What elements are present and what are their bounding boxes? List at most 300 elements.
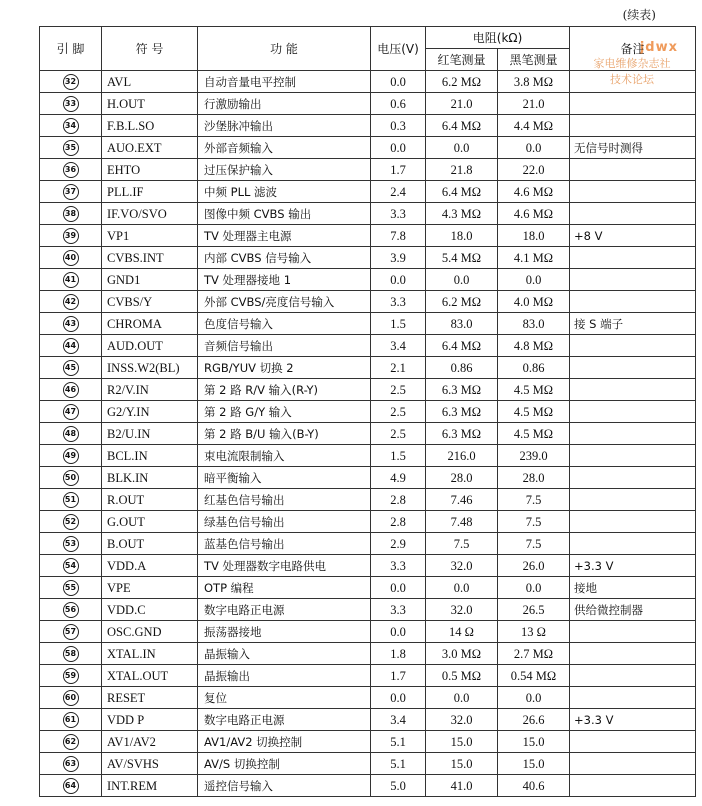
- symbol-cell-container: [102, 467, 198, 489]
- function-cell-container: [198, 643, 371, 665]
- symbol-cell-container: [102, 313, 198, 335]
- function-cell: AV/S 切换控制: [204, 756, 280, 771]
- voltage-cell-container: [371, 137, 426, 159]
- black-probe-cell-container: [498, 423, 570, 445]
- function-cell-container: [198, 775, 371, 797]
- red-probe-cell: 7.46: [450, 492, 473, 507]
- pin-number: 47: [63, 404, 79, 420]
- pin-number: 64: [63, 778, 79, 794]
- symbol-cell: GND1: [107, 272, 141, 287]
- function-cell: TV 处理器接地 1: [204, 272, 292, 287]
- black-probe-cell-container: [498, 643, 570, 665]
- pin-number: 36: [63, 162, 79, 178]
- red-probe-cell: 0.86: [450, 360, 473, 375]
- symbol-cell-container: [102, 775, 198, 797]
- red-probe-cell: 6.2 MΩ: [441, 74, 482, 89]
- function-cell: 图像中频 CVBS 输出: [204, 206, 312, 221]
- pin-number: 49: [63, 448, 79, 464]
- note-cell-container: [570, 731, 696, 753]
- voltage-cell: 7.8: [390, 228, 406, 243]
- function-cell-container: [198, 665, 371, 687]
- voltage-cell-container: [371, 115, 426, 137]
- table-row: [40, 357, 696, 379]
- pin-number-container: [40, 401, 102, 423]
- voltage-cell: 1.5: [390, 448, 406, 463]
- table-row: [40, 401, 696, 423]
- red-probe-cell: 7.5: [453, 536, 470, 551]
- black-probe-cell: 4.4 MΩ: [513, 118, 554, 133]
- voltage-cell-container: [371, 709, 426, 731]
- red-probe-cell: 6.3 MΩ: [441, 382, 482, 397]
- function-cell: 沙堡脉冲输出: [204, 118, 273, 133]
- function-cell: 中频 PLL 滤波: [204, 184, 278, 199]
- black-probe-cell: 22.0: [522, 162, 545, 177]
- table-row: [40, 709, 696, 731]
- function-cell-container: [198, 599, 371, 621]
- table-row: [40, 577, 696, 599]
- table-row: [40, 753, 696, 775]
- red-probe-cell: 3.0 MΩ: [441, 646, 482, 661]
- function-cell-container: [198, 357, 371, 379]
- function-cell-container: [198, 115, 371, 137]
- voltage-cell-container: [371, 511, 426, 533]
- black-probe-cell-container: [498, 401, 570, 423]
- symbol-cell-container: [102, 489, 198, 511]
- pin-number-container: [40, 225, 102, 247]
- note-cell-container: [570, 401, 696, 423]
- symbol-cell: INT.REM: [107, 778, 158, 793]
- voltage-cell-container: [371, 775, 426, 797]
- black-probe-cell-container: [498, 137, 570, 159]
- symbol-cell: VP1: [107, 228, 130, 243]
- black-probe-cell: 40.6: [522, 778, 545, 793]
- red-probe-cell-container: [426, 665, 498, 687]
- voltage-cell: 0.0: [390, 272, 406, 287]
- red-probe-cell: 18.0: [450, 228, 473, 243]
- pin-number-container: [40, 599, 102, 621]
- black-probe-cell: 4.5 MΩ: [513, 426, 554, 441]
- symbol-cell-container: [102, 291, 198, 313]
- symbol-cell-container: [102, 181, 198, 203]
- function-cell: 第 2 路 R/V 输入(R-Y): [204, 382, 318, 397]
- red-probe-cell: 0.0: [453, 272, 470, 287]
- symbol-cell: OSC.GND: [107, 624, 162, 639]
- black-probe-cell: 4.6 MΩ: [513, 184, 554, 199]
- voltage-cell-container: [371, 93, 426, 115]
- red-probe-cell: 41.0: [450, 778, 473, 793]
- pin-number: 37: [63, 184, 79, 200]
- symbol-cell-container: [102, 379, 198, 401]
- function-cell-container: [198, 533, 371, 555]
- black-probe-cell: 83.0: [522, 316, 545, 331]
- note-cell: +8 V: [574, 228, 603, 243]
- note-cell-container: [570, 335, 696, 357]
- note-cell-container: [570, 599, 696, 621]
- red-probe-cell-container: [426, 203, 498, 225]
- continued-label: (续表): [622, 8, 656, 22]
- function-cell-container: [198, 379, 371, 401]
- function-cell: OTP 编程: [204, 580, 254, 595]
- symbol-cell-container: [102, 599, 198, 621]
- function-cell-container: [198, 753, 371, 775]
- table-row: [40, 731, 696, 753]
- pin-number-container: [40, 731, 102, 753]
- function-cell: TV 处理器数字电路供电: [204, 558, 327, 573]
- black-probe-cell: 13 Ω: [521, 624, 546, 639]
- function-cell: TV 处理器主电源: [204, 228, 292, 243]
- function-cell-container: [198, 445, 371, 467]
- header-black-probe: 黑笔测量: [498, 49, 570, 71]
- voltage-cell-container: [371, 291, 426, 313]
- red-probe-cell-container: [426, 401, 498, 423]
- voltage-cell: 2.8: [390, 514, 406, 529]
- symbol-cell-container: [102, 643, 198, 665]
- note-cell-container: [570, 181, 696, 203]
- voltage-cell-container: [371, 467, 426, 489]
- red-probe-cell-container: [426, 489, 498, 511]
- voltage-cell-container: [371, 687, 426, 709]
- pin-number: 58: [63, 646, 79, 662]
- note-cell-container: [570, 357, 696, 379]
- header-resistance: 电阻(kΩ): [426, 27, 570, 49]
- voltage-cell-container: [371, 533, 426, 555]
- symbol-cell: G2/Y.IN: [107, 404, 150, 419]
- voltage-cell: 0.0: [390, 624, 406, 639]
- voltage-cell: 5.0: [390, 778, 406, 793]
- voltage-cell-container: [371, 555, 426, 577]
- black-probe-cell: 2.7 MΩ: [513, 646, 554, 661]
- header-function: 功 能: [198, 27, 371, 71]
- function-cell-container: [198, 335, 371, 357]
- pin-number-container: [40, 181, 102, 203]
- function-cell-container: [198, 159, 371, 181]
- function-cell-container: [198, 577, 371, 599]
- function-cell: 音频信号输出: [204, 338, 273, 353]
- symbol-cell: VDD.C: [107, 602, 146, 617]
- black-probe-cell-container: [498, 665, 570, 687]
- function-cell-container: [198, 687, 371, 709]
- symbol-cell-container: [102, 269, 198, 291]
- black-probe-cell-container: [498, 379, 570, 401]
- voltage-cell: 2.8: [390, 492, 406, 507]
- function-cell-container: [198, 93, 371, 115]
- symbol-cell: PLL.IF: [107, 184, 144, 199]
- function-cell-container: [198, 291, 371, 313]
- note-cell-container: [570, 423, 696, 445]
- black-probe-cell-container: [498, 357, 570, 379]
- black-probe-cell: 26.6: [522, 712, 545, 727]
- symbol-cell-container: [102, 225, 198, 247]
- function-cell-container: [198, 401, 371, 423]
- pin-number: 55: [63, 580, 79, 596]
- red-probe-cell-container: [426, 709, 498, 731]
- black-probe-cell: 4.1 MΩ: [513, 250, 554, 265]
- table-row: [40, 775, 696, 797]
- note-cell: +3.3 V: [574, 712, 614, 727]
- red-probe-cell: 6.2 MΩ: [441, 294, 482, 309]
- black-probe-cell: 7.5: [525, 514, 542, 529]
- function-cell: 过压保护输入: [204, 162, 273, 177]
- function-cell: 振荡器接地: [204, 624, 262, 639]
- symbol-cell: AV1/AV2: [107, 734, 156, 749]
- pin-number-container: [40, 379, 102, 401]
- function-cell: 数字电路正电源: [204, 602, 285, 617]
- red-probe-cell: 15.0: [450, 756, 473, 771]
- pin-number: 60: [63, 690, 79, 706]
- note-cell-container: [570, 709, 696, 731]
- symbol-cell: AVL: [107, 74, 132, 89]
- pin-number: 43: [63, 316, 79, 332]
- red-probe-cell-container: [426, 335, 498, 357]
- voltage-cell: 3.3: [390, 558, 406, 573]
- black-probe-cell-container: [498, 709, 570, 731]
- red-probe-cell-container: [426, 687, 498, 709]
- pin-number: 41: [63, 272, 79, 288]
- voltage-cell: 3.4: [390, 712, 406, 727]
- voltage-cell-container: [371, 489, 426, 511]
- symbol-cell: H.OUT: [107, 96, 145, 111]
- black-probe-cell-container: [498, 445, 570, 467]
- red-probe-cell: 7.48: [450, 514, 473, 529]
- voltage-cell: 3.3: [390, 206, 406, 221]
- table-row: [40, 423, 696, 445]
- pin-number: 50: [63, 470, 79, 486]
- note-cell-container: [570, 93, 696, 115]
- black-probe-cell-container: [498, 203, 570, 225]
- black-probe-cell-container: [498, 269, 570, 291]
- red-probe-cell: 32.0: [450, 602, 473, 617]
- note-cell-container: [570, 137, 696, 159]
- pin-number-container: [40, 511, 102, 533]
- black-probe-cell-container: [498, 247, 570, 269]
- pin-number-container: [40, 93, 102, 115]
- pin-number-container: [40, 643, 102, 665]
- header-note: 备注: [570, 27, 696, 71]
- function-cell: 复位: [204, 690, 227, 705]
- note-cell-container: [570, 753, 696, 775]
- function-cell: 行激励输出: [204, 96, 262, 111]
- pin-number: 42: [63, 294, 79, 310]
- red-probe-cell-container: [426, 511, 498, 533]
- red-probe-cell-container: [426, 775, 498, 797]
- note-cell-container: [570, 291, 696, 313]
- note-cell-container: [570, 115, 696, 137]
- pin-number-container: [40, 709, 102, 731]
- table-row: [40, 489, 696, 511]
- red-probe-cell: 32.0: [450, 558, 473, 573]
- red-probe-cell-container: [426, 115, 498, 137]
- symbol-cell-container: [102, 423, 198, 445]
- function-cell: 数字电路正电源: [204, 712, 285, 727]
- pin-number: 46: [63, 382, 79, 398]
- function-cell-container: [198, 467, 371, 489]
- header-symbol: 符 号: [102, 27, 198, 71]
- black-probe-cell-container: [498, 93, 570, 115]
- symbol-cell: XTAL.IN: [107, 646, 156, 661]
- pin-number: 61: [63, 712, 79, 728]
- black-probe-cell: 4.5 MΩ: [513, 404, 554, 419]
- pin-number-container: [40, 467, 102, 489]
- function-cell: 第 2 路 B/U 输入(B-Y): [204, 426, 319, 441]
- note-cell-container: [570, 577, 696, 599]
- function-cell: 第 2 路 G/Y 输入: [204, 404, 292, 419]
- black-probe-cell-container: [498, 731, 570, 753]
- pin-number: 57: [63, 624, 79, 640]
- voltage-cell-container: [371, 665, 426, 687]
- function-cell-container: [198, 423, 371, 445]
- voltage-cell: 5.1: [390, 734, 406, 749]
- pin-number-container: [40, 445, 102, 467]
- pin-number: 35: [63, 140, 79, 156]
- note-cell-container: [570, 687, 696, 709]
- voltage-cell-container: [371, 203, 426, 225]
- symbol-cell-container: [102, 137, 198, 159]
- black-probe-cell: 7.5: [525, 492, 542, 507]
- note-cell: 供给微控制器: [574, 602, 644, 617]
- symbol-cell: CVBS.INT: [107, 250, 164, 265]
- red-probe-cell-container: [426, 533, 498, 555]
- symbol-cell: EHTO: [107, 162, 141, 177]
- voltage-cell: 0.3: [390, 118, 406, 133]
- black-probe-cell-container: [498, 291, 570, 313]
- black-probe-cell: 0.0: [525, 140, 542, 155]
- pin-number: 52: [63, 514, 79, 530]
- black-probe-cell: 239.0: [519, 448, 548, 463]
- voltage-cell-container: [371, 577, 426, 599]
- black-probe-cell-container: [498, 599, 570, 621]
- note-cell-container: [570, 665, 696, 687]
- voltage-cell: 1.5: [390, 316, 406, 331]
- black-probe-cell-container: [498, 115, 570, 137]
- symbol-cell-container: [102, 445, 198, 467]
- function-cell-container: [198, 181, 371, 203]
- black-probe-cell: 26.5: [522, 602, 545, 617]
- function-cell-container: [198, 313, 371, 335]
- red-probe-cell-container: [426, 71, 498, 93]
- header-voltage: 电压(V): [371, 27, 426, 71]
- symbol-cell: R2/V.IN: [107, 382, 149, 397]
- pin-number: 54: [63, 558, 79, 574]
- red-probe-cell-container: [426, 467, 498, 489]
- note-cell: 接 S 端子: [574, 316, 624, 331]
- voltage-cell-container: [371, 643, 426, 665]
- voltage-cell: 1.8: [390, 646, 406, 661]
- voltage-cell: 0.0: [390, 580, 406, 595]
- note-cell-container: [570, 621, 696, 643]
- black-probe-cell-container: [498, 533, 570, 555]
- red-probe-cell: 6.4 MΩ: [441, 338, 482, 353]
- symbol-cell-container: [102, 357, 198, 379]
- black-probe-cell: 4.8 MΩ: [513, 338, 554, 353]
- symbol-cell: G.OUT: [107, 514, 145, 529]
- function-cell: 蓝基色信号输出: [204, 536, 285, 551]
- black-probe-cell: 3.8 MΩ: [513, 74, 554, 89]
- pin-number-container: [40, 687, 102, 709]
- voltage-cell: 5.1: [390, 756, 406, 771]
- voltage-cell-container: [371, 423, 426, 445]
- black-probe-cell: 28.0: [522, 470, 545, 485]
- function-cell: 色度信号输入: [204, 316, 273, 331]
- table-row: [40, 467, 696, 489]
- table-row: [40, 71, 696, 93]
- red-probe-cell-container: [426, 225, 498, 247]
- table-row: [40, 203, 696, 225]
- black-probe-cell-container: [498, 753, 570, 775]
- voltage-cell-container: [371, 269, 426, 291]
- voltage-cell-container: [371, 401, 426, 423]
- pin-number: 32: [63, 74, 79, 90]
- voltage-cell-container: [371, 599, 426, 621]
- table-row: [40, 335, 696, 357]
- function-cell-container: [198, 203, 371, 225]
- black-probe-cell-container: [498, 621, 570, 643]
- note-cell-container: [570, 533, 696, 555]
- function-cell-container: [198, 555, 371, 577]
- function-cell-container: [198, 621, 371, 643]
- symbol-cell: RESET: [107, 690, 146, 705]
- voltage-cell-container: [371, 379, 426, 401]
- pin-number-container: [40, 335, 102, 357]
- table-row: [40, 533, 696, 555]
- pin-number: 53: [63, 536, 79, 552]
- voltage-cell: 2.5: [390, 382, 406, 397]
- pin-number: 40: [63, 250, 79, 266]
- function-cell-container: [198, 71, 371, 93]
- red-probe-cell: 0.0: [453, 140, 470, 155]
- pin-number-container: [40, 137, 102, 159]
- symbol-cell: VDD P: [107, 712, 145, 727]
- symbol-cell: CHROMA: [107, 316, 162, 331]
- voltage-cell: 0.0: [390, 74, 406, 89]
- function-cell: 外部音频输入: [204, 140, 273, 155]
- symbol-cell: INSS.W2(BL): [107, 360, 180, 375]
- note-cell-container: [570, 313, 696, 335]
- voltage-cell-container: [371, 247, 426, 269]
- voltage-cell: 3.4: [390, 338, 406, 353]
- function-cell: 内部 CVBS 信号输入: [204, 250, 312, 265]
- symbol-cell-container: [102, 93, 198, 115]
- pin-spec-table: [39, 26, 696, 797]
- symbol-cell: B.OUT: [107, 536, 145, 551]
- black-probe-cell: 15.0: [522, 734, 545, 749]
- pin-number-container: [40, 115, 102, 137]
- function-cell: 暗平衡输入: [204, 470, 262, 485]
- red-probe-cell-container: [426, 555, 498, 577]
- note-cell: 无信号时测得: [574, 140, 644, 155]
- voltage-cell: 2.5: [390, 426, 406, 441]
- symbol-cell-container: [102, 555, 198, 577]
- pin-number-container: [40, 775, 102, 797]
- voltage-cell: 0.0: [390, 690, 406, 705]
- black-probe-cell-container: [498, 577, 570, 599]
- black-probe-cell-container: [498, 225, 570, 247]
- red-probe-cell-container: [426, 753, 498, 775]
- pin-number-container: [40, 533, 102, 555]
- symbol-cell-container: [102, 731, 198, 753]
- pin-number: 51: [63, 492, 79, 508]
- black-probe-cell: 4.5 MΩ: [513, 382, 554, 397]
- pin-number-container: [40, 423, 102, 445]
- voltage-cell: 3.3: [390, 294, 406, 309]
- symbol-cell-container: [102, 621, 198, 643]
- red-probe-cell: 6.3 MΩ: [441, 426, 482, 441]
- table-body: [40, 71, 696, 797]
- table-row: [40, 313, 696, 335]
- header-red-probe: 红笔测量: [426, 49, 498, 71]
- voltage-cell: 3.3: [390, 602, 406, 617]
- voltage-cell-container: [371, 313, 426, 335]
- red-probe-cell: 0.5 MΩ: [441, 668, 482, 683]
